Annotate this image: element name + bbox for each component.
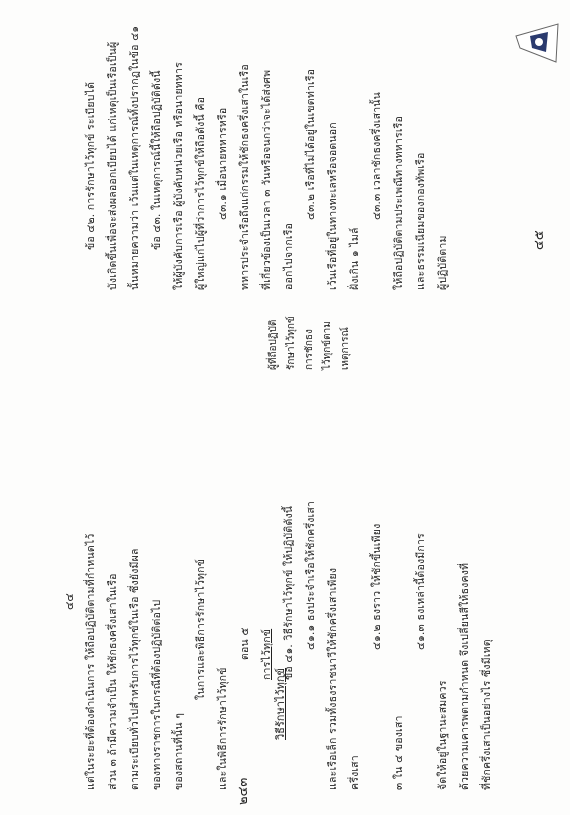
text-line: และธรรมเนียมของกองทัพเรือ (415, 152, 427, 290)
text-line: ของสถานที่นั้น ๆ (173, 712, 185, 790)
text-line: ข้อ ๔๓. ในเหตุการณ์นี้ให้ถือปฏิบัติดังนี้ (151, 70, 163, 250)
text-line: ครึ่งเสา (349, 755, 361, 790)
text-line: และในพิธีการรักษาไว้ทุกข์ (217, 667, 229, 790)
text-line: ส่วน ๓ ถ้ามีความจำเป็น ให้ชักธงครึ่งเสาในเรือ (107, 573, 119, 790)
text-line: ให้ผู้บังคับการเรือ ผู้บังคับหน่วยเรือ หรือนายทหาร (173, 62, 185, 290)
text-line: ผู้ใหญ่แก่ไปผู้ที่ว่าการไว้ทุกข์ให้ถือดังนี้ คือ (195, 96, 207, 290)
text-line: และเรือเล็ก รวมทั้งธงราชนาวีให้ชักครึ่งเสาเพียง (327, 567, 339, 790)
margin-note: วิธีรักษาไว้ทุกข์ (274, 667, 287, 740)
text-line: นั้นหมายความว่า เว้นแต่ในเหตุการณ์ทั้งปรากฏในข้อ ๔๑ (129, 25, 141, 290)
text-line: ๔๓.๓ เวลาชักธงครึ่งเสานั้น (371, 91, 383, 220)
text-line: ฝั่งเกิน ๑ ไมล์ (349, 227, 361, 290)
margin-note: การชักธง (304, 329, 315, 370)
text-line: บังเกิดขึ้นเพื่อจะส่งผลออกเบียบได้ แก่เหตุเป็นเรือเป็นผู้ (107, 41, 119, 290)
text-line: เว้นเรือที่อยู่ในทางทะเลหรือจอดนอก (327, 122, 339, 290)
text-line: ๔๓.๑ เมื่อนายทหารหรือ (217, 107, 229, 220)
navy-flag-icon (512, 18, 564, 70)
text-line: ๔๓.๒ เรือที่ไม่ได้อยู่ในเขตท่าเรือ (305, 68, 317, 220)
text-line: ๔๑.๒ ธงราว ให้ชักขึ้นเพียง (371, 523, 383, 650)
text-line: ออกไปจากเรือ (283, 222, 295, 290)
section-heading: ตอน ๕ (239, 627, 251, 660)
margin-note: รักษาไว้ทุกข์ (286, 316, 297, 370)
right-column (80, 10, 454, 290)
page-number-bottom: ๒๔๓ (236, 777, 251, 805)
margin-note: ผู้ที่ถือปฏิบัติ (268, 319, 279, 370)
text-line: ตามระเบียบทั่วไปสำหรับการไว้ทุกข์ในเรือ ซึ่งยังมีผล (129, 548, 141, 790)
text-line: ข้อ ๔๒. การรักษาไว้ทุกข์ ระเบียบได้ (85, 81, 97, 250)
text-line: ที่เกี่ยวข้องเป็นเวลา ๓ วันหรือจนกว่าจะได้ส่งศพ (261, 69, 273, 290)
left-margin-notes (272, 668, 290, 740)
margin-note: ไว้ทุกข์ตาม (322, 321, 333, 370)
text-line: จัดให้อยู่ในฐานะสมควร (437, 680, 449, 790)
page-number-top-right: ๔๕ (532, 230, 547, 250)
page-number-top-left: ๔๔ (63, 593, 76, 610)
text-line: ให้ถือปฏิบัติตามประเพณีทางทหารเรือ (393, 116, 405, 290)
text-line: แต่ในระยะที่ต้องดำเนินการ ให้ถือปฏิบัติตามที่กำหนดไว้ (85, 533, 97, 790)
text-line: ๓ ใน ๔ ของเสา (393, 715, 405, 790)
text-line: ด้วยความเคารพตามกำหนด จึงเปลี่ยนสีให้ธงคงที่ (459, 562, 471, 790)
right-margin-notes (265, 316, 355, 370)
section-title: การไว้ทุกข์ (261, 628, 273, 680)
text-line: ข้อ ๔๑. วิธีรักษาไว้ทุกข์ ให้ปฏิบัติดังนี้ (283, 505, 295, 680)
text-line: ๔๑.๑ ธงประจำเรือให้ชักครึ่งเสา (305, 500, 317, 650)
margin-note: เหตุการณ์ (340, 327, 351, 370)
text-line: ๔๑.๓ ธงเหล่านี้ต้องมีการ (415, 533, 427, 650)
text-line: ที่ชักครึ่งเสาเป็นอย่างไร ซึ่งมีเหตุ (481, 639, 493, 790)
text-line: ผู้ปฏิบัติตาม (437, 235, 449, 290)
text-line: ของทางราชการในกรณีที่ต้องปฏิบัติต่อไป (151, 599, 163, 790)
text-line: ทหารประจำเรือถึงแก่กรรมให้ชักธงครึ่งเสาในเรือ (239, 64, 251, 290)
text-line: ในการและพิธีการรักษาไว้ทุกข์ (195, 558, 207, 700)
